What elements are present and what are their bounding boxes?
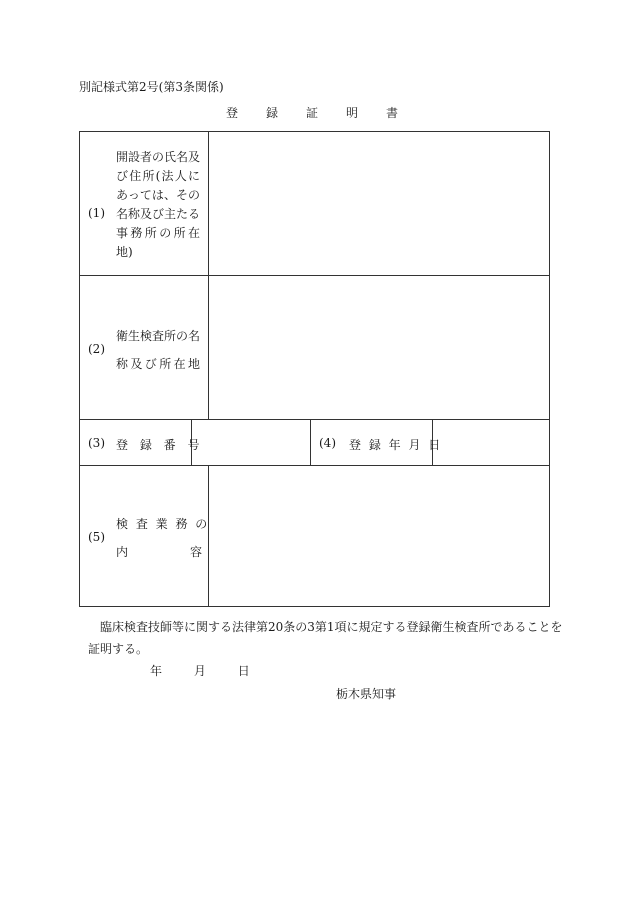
row2-label xyxy=(116,322,200,378)
row1-label-line: 事務所の所在 xyxy=(116,226,200,240)
row1-label-line: 名称及び主たる xyxy=(116,207,201,221)
date-year-label: 年 xyxy=(150,664,163,678)
row1-label xyxy=(116,148,200,262)
row5-value-cell[interactable] xyxy=(209,466,550,606)
row5-label-line: 内 容 xyxy=(116,545,202,559)
certification-line: 証明する。 xyxy=(88,642,149,656)
date-month-label: 月 xyxy=(193,664,206,678)
row2-value-cell[interactable] xyxy=(209,276,550,419)
row4-number: (4) xyxy=(319,436,336,450)
row5-label-line: 検 査 業 務 の xyxy=(116,517,210,531)
registration-number-label: 登 録 番 号 xyxy=(116,438,204,452)
certification-line: 臨床検査技師等に関する法律第20条の3第1項に規定する登録衛生検査所であることを xyxy=(100,620,563,634)
row1-number: (1) xyxy=(88,206,105,220)
row5-label xyxy=(116,510,210,566)
form-number-label: 別記様式第2号(第3条関係) xyxy=(79,80,224,94)
row1-label-line: び住所(法人に xyxy=(116,169,200,183)
row1-value-cell[interactable] xyxy=(209,132,550,275)
row5-number: (5) xyxy=(88,530,105,544)
document-title: 登録証明書 xyxy=(226,106,427,120)
column-divider xyxy=(310,419,311,465)
certification-text xyxy=(88,616,563,660)
row2-label-line: 衛生検査所の名 xyxy=(116,329,201,343)
date-day-label: 日 xyxy=(237,664,250,678)
row1-label-line: あっては、その xyxy=(116,188,200,202)
row1-label-line: 開設者の氏名及 xyxy=(116,150,201,164)
issuer-name: 栃木県知事 xyxy=(336,687,397,701)
row3-number: (3) xyxy=(88,436,105,450)
registration-date-cell[interactable] xyxy=(433,420,550,465)
registration-number-cell[interactable] xyxy=(192,420,310,465)
row1-label-line: 地) xyxy=(116,245,133,259)
issue-date-line xyxy=(150,662,278,679)
row2-label-line: 称及び所在地 xyxy=(116,357,200,371)
row2-number: (2) xyxy=(88,342,105,356)
registration-table xyxy=(79,131,550,607)
registration-date-label: 登 録 年 月 日 xyxy=(349,438,443,452)
